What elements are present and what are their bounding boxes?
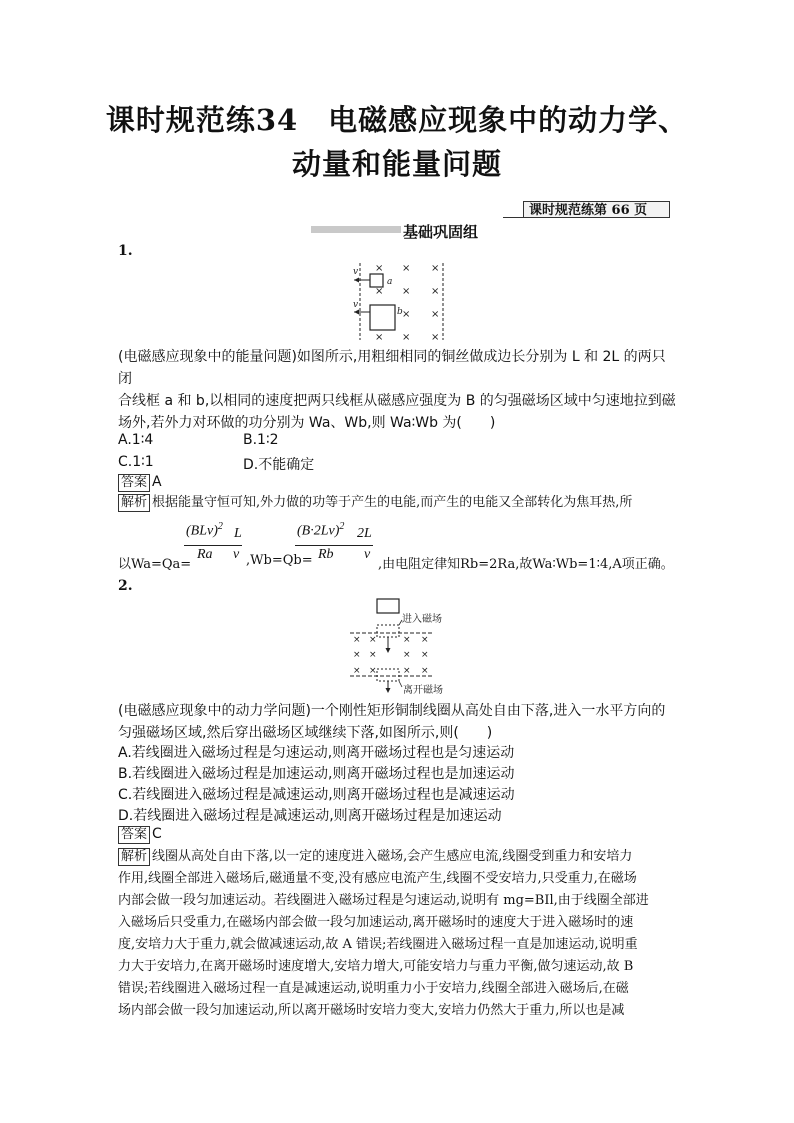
velocity-label-a: v — [353, 267, 359, 277]
field-cross: × — [421, 635, 429, 645]
q1-explain-text: 根据能量守恒可知,外力做的功等于产生的电能,而产生的电能又全部转化为焦耳热,所 — [152, 495, 633, 510]
explain-line: 内部会做一段匀加速运动。若线圈进入磁场过程是匀速运动,说明有 mg=BIl,由于线圈全部进 — [118, 893, 649, 908]
field-cross: × — [375, 286, 384, 297]
formula-suffix: ,由电阻定律知Rb=2Ra,故Wa∶Wb=1∶4,A项正确。 — [378, 557, 674, 572]
stem-line: (电磁感应现象中的动力学问题)一个刚性矩形铜制线圈从高处自由下落,进入一水平方向的 — [118, 703, 666, 719]
formula-num1: (BLv)$^2$ — [186, 521, 223, 539]
formula-den2: Rb — [318, 547, 334, 562]
field-cross: × — [403, 635, 411, 645]
q2-option-a[interactable]: A.若线圈进入磁场过程是匀速运动,则离开磁场过程也是匀速运动 — [118, 745, 515, 761]
q1-option-b[interactable]: B.1∶2 — [243, 432, 279, 448]
field-cross: × — [353, 635, 361, 645]
enter-label: 进入磁场 — [402, 614, 442, 625]
formula-num2: $(B\cdot 2Lv)^2$ — [297, 521, 345, 539]
explain-tag: 解析 — [118, 494, 150, 512]
field-cross: × — [353, 650, 361, 660]
formula-v2: v — [364, 547, 371, 562]
loop-b — [370, 305, 395, 330]
field-cross: × — [403, 666, 411, 676]
section-title: 基础巩固组 — [403, 223, 479, 241]
fraction-bar-2 — [295, 545, 373, 546]
explain-line: 力大于安培力,在离开磁场时速度增大,安培力增大,可能安培力与重力平衡,做匀速运动,故 B — [118, 959, 634, 974]
stem-line: 匀强磁场区域,然后穿出磁场区域继续下落,如图所示,则( ) — [118, 725, 493, 741]
stem-line: 场外,若外力对环做的功分别为 Wa、Wb,则 Wa∶Wb 为( ) — [118, 415, 496, 431]
field-cross: × — [369, 635, 377, 645]
question-2-stem — [118, 700, 678, 744]
field-cross: × — [431, 286, 440, 297]
q1-answer: A — [152, 474, 162, 490]
field-cross: × — [402, 309, 411, 320]
formula-prefix: 以Wa=Qa= — [118, 557, 192, 572]
fraction-bar-1 — [184, 545, 242, 546]
field-cross: × — [431, 332, 440, 343]
loop-a-label: a — [387, 277, 393, 287]
field-cross: × — [402, 332, 411, 343]
field-cross: × — [403, 650, 411, 660]
stem-line: (电磁感应现象中的能量问题)如图所示,用粗细相同的铜丝做成边长分别为 L 和 2L 的两只闭 — [118, 349, 666, 387]
field-cross: × — [431, 263, 440, 274]
explain-line: 度,安培力大于重力,就会做减速运动,故 A 错误;若线圈进入磁场过程一直是加速运动,说明重 — [118, 937, 638, 952]
field-cross: × — [353, 666, 361, 676]
q2-answer: C — [152, 826, 162, 842]
q1-option-a[interactable]: A.1∶4 — [118, 432, 154, 448]
q1-answer-row — [118, 474, 162, 492]
q2-explanation — [118, 846, 680, 1022]
field-cross: × — [421, 650, 429, 660]
field-cross: × — [369, 666, 377, 676]
coil-top — [377, 599, 399, 613]
loop-b-label: b — [397, 307, 403, 317]
formula-L1: L — [234, 526, 242, 541]
explain-line: 入磁场后只受重力,在磁场内部会做一段匀加速运动,离开磁场时的速度大于进入磁场时的速 — [118, 915, 634, 930]
explain-line: 错误;若线圈进入磁场过程一直是减速运动,说明重力小于安培力,线圈全部进入磁场后,在磁 — [118, 981, 629, 996]
page-title-line2: 动量和能量问题 — [291, 147, 502, 181]
field-cross: × — [375, 263, 384, 274]
page-reference-box: 课时规范练第 66 页 — [523, 201, 670, 218]
formula-L2: 2L — [357, 526, 372, 541]
question-2-figure — [345, 595, 465, 695]
field-cross: × — [402, 263, 411, 274]
coil-leaving — [377, 669, 399, 681]
velocity-label-b: v — [353, 300, 359, 310]
explain-line: 作用,线圈全部进入磁场后,磁通量不变,没有感应电流产生,线圈不受安培力,只受重力,在磁场 — [118, 871, 637, 886]
q1-option-c[interactable]: C.1∶1 — [118, 454, 154, 470]
explain-tag: 解析 — [118, 848, 150, 866]
q1-option-d[interactable]: D.不能确定 — [243, 457, 315, 473]
q2-option-b[interactable]: B.若线圈进入磁场过程是加速运动,则离开磁场过程也是加速运动 — [118, 766, 515, 782]
question-1-stem — [118, 346, 678, 434]
formula-mid: ,Wb=Qb= — [246, 553, 313, 568]
ref-underline — [503, 217, 523, 218]
question-2-number: 2. — [118, 578, 133, 594]
q2-answer-row — [118, 826, 162, 844]
page-title-line1: 课时规范练34 电磁感应现象中的动力学、 — [105, 103, 689, 137]
field-cross: × — [375, 332, 384, 343]
stem-line: 合线框 a 和 b,以相同的速度把两只线框从磁感应强度为 B 的匀强磁场区域中匀速地拉到磁 — [118, 393, 676, 409]
coil-entering — [377, 625, 399, 637]
field-cross: × — [369, 650, 377, 660]
answer-tag: 答案 — [118, 474, 150, 492]
explain-line: 解析 线圈从高处自由下落,以一定的速度进入磁场,会产生感应电流,线圈受到重力和安培力 — [118, 846, 680, 868]
q1-explanation-line1 — [118, 492, 680, 514]
field-cross: × — [402, 286, 411, 297]
question-1-figure — [350, 260, 450, 345]
answer-tag: 答案 — [118, 826, 150, 844]
q2-option-d[interactable]: D.若线圈进入磁场过程是减速运动,则离开磁场过程是加速运动 — [118, 808, 502, 824]
formula-v1: v — [233, 547, 240, 562]
section-bar — [311, 226, 401, 233]
field-cross: × — [431, 309, 440, 320]
formula-den1: Ra — [197, 547, 213, 562]
field-cross: × — [421, 666, 429, 676]
question-1-number: 1. — [118, 243, 133, 259]
leave-label: 离开磁场 — [403, 685, 443, 695]
explain-line: 场内部会做一段匀加速运动,所以离开磁场时安培力变大,安培力仍然大于重力,所以也是减 — [118, 1003, 625, 1018]
q2-option-c[interactable]: C.若线圈进入磁场过程是减速运动,则离开磁场过程也是减速运动 — [118, 787, 515, 803]
